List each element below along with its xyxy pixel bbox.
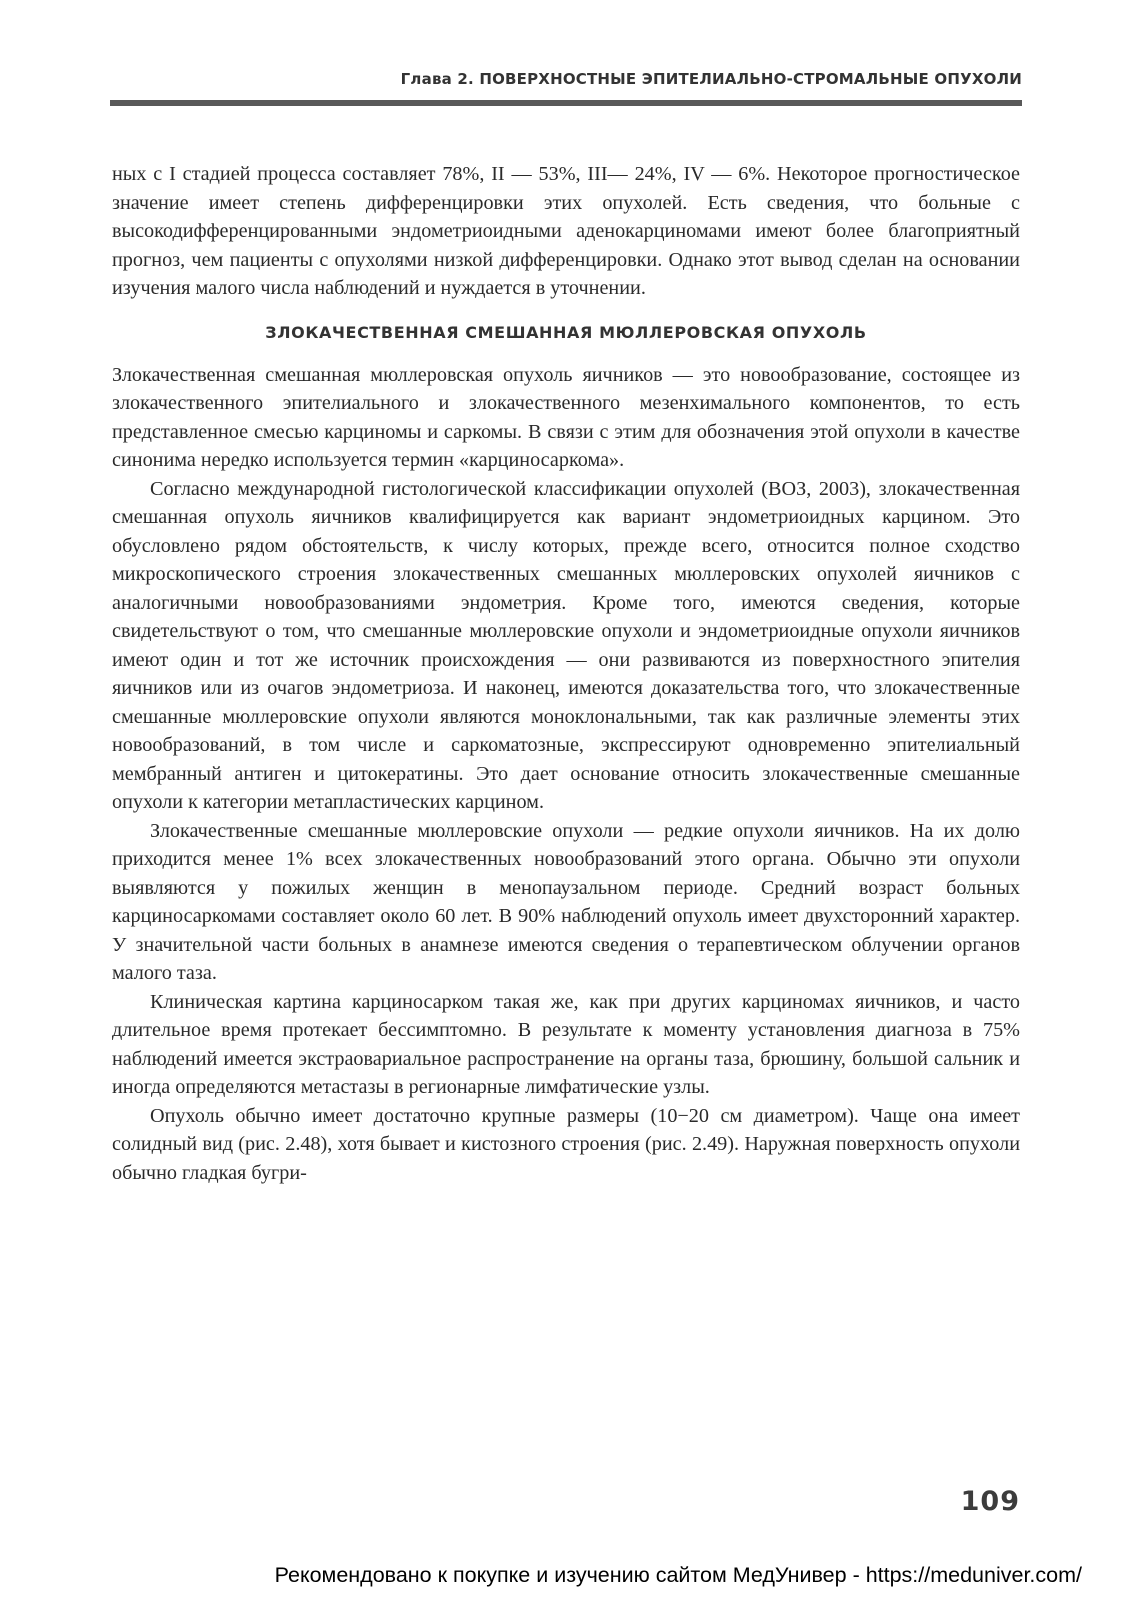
paragraph-macroscopy: Опухоль обычно имеет достаточно крупные размеры (10−20 см диаметром). Чаще она имеет солидный вид (рис. 2.48), хотя бывает и кистозного строения (рис. 2.49). Наружная поверхность опухоли обычно гладкая бугри-: [112, 1104, 1020, 1184]
section-title: ЗЛОКАЧЕСТВЕННАЯ СМЕШАННАЯ МЮЛЛЕРОВСКАЯ ОПУХОЛЬ: [265, 322, 867, 342]
watermark-link[interactable]: Рекомендовано к покупке и изучению сайтом МедУнивер - https://meduniver.com/: [274, 1563, 1082, 1587]
paragraph-continued: ных с I стадией процесса составляет 78%, II — 53%, III— 24%, IV — 6%. Некоторое прогностическое значение имеет степень дифференцировки этих опухолей. Есть сведения, что больные с высокодифференцированными эндометриоидными аденокарциномами имеют более благоприятный прогноз, чем пациенты с опухолями низкой дифференцировки. Однако этот вывод сделан на основании изучения малого числа наблюдений и нуждается в уточнении.: [112, 163, 1020, 299]
page-body: [112, 160, 1020, 1187]
page-number: 109: [960, 1486, 1020, 1517]
paragraph-classification: Согласно международной гистологической классификации опухолей (ВОЗ, 2003), злокачественная смешанная опухоль яичников квалифицируется как вариант эндометриоидных карцином. Это обусловлено рядом обстоятельств, к числу которых, прежде всего, относится полное сходство микроскопического строения злокачественных смешанных мюллеровских опухолей яичников с аналогичными новообразованиями эндометрия. Кроме того, имеются сведения, которые свидетельствуют о том, что смешанные мюллеровские опухоли и эндометриоидные опухоли яичников имеют один и тот же источник происхождения — они развиваются из поверхностного эпителия яичников или из очагов эндометриоза. И наконец, имеются доказательства того, что злокачественные смешанные мюллеровские опухоли являются моноклональными, так как различные элементы этих новообразований, в том числе и саркоматозные, экспрессируют одновременно эпителиальный мембранный антиген и цитокератины. Это дает основание относить злокачественные смешанные опухоли к категории метапластических карцином.: [112, 477, 1020, 813]
running-header: Глава 2. ПОВЕРХНОСТНЫЕ ЭПИТЕЛИАЛЬНО-СТРОМАЛЬНЫЕ ОПУХОЛИ: [110, 70, 1022, 106]
paragraph-clinical: Клиническая картина карциносарком такая же, как при других карциномах яичников, и часто длительное время протекает бессимптомно. В результате к моменту установления диагноза в 75% наблюдений имеется экстраовариальное распространение на органы таза, брюшину, большой сальник и иногда определяются метастазы в регионарные лимфатические узлы.: [112, 990, 1020, 1098]
paragraph-epidemiology: Злокачественные смешанные мюллеровские опухоли — редкие опухоли яичников. На их долю приходится менее 1% всех злокачественных новообразований этого органа. Обычно эти опухоли выявляются у пожилых женщин в менопаузальном периоде. Средний возраст больных карциносаркомами составляет около 60 лет. В 90% наблюдений опухоль имеет двухсторонний характер. У значительной части больных в анамнезе имеются сведения о терапевтическом облучении органов малого таза.: [112, 819, 1020, 984]
paragraph-definition: Злокачественная смешанная мюллеровская опухоль яичников — это новообразование, состоящее из злокачественного эпителиального и злокачественного мезенхимального компонентов, то есть представленное смесью карциномы и саркомы. В связи с этим для обозначения этой опухоли в качестве синонима нередко используется термин «карциносаркома».: [112, 363, 1020, 471]
